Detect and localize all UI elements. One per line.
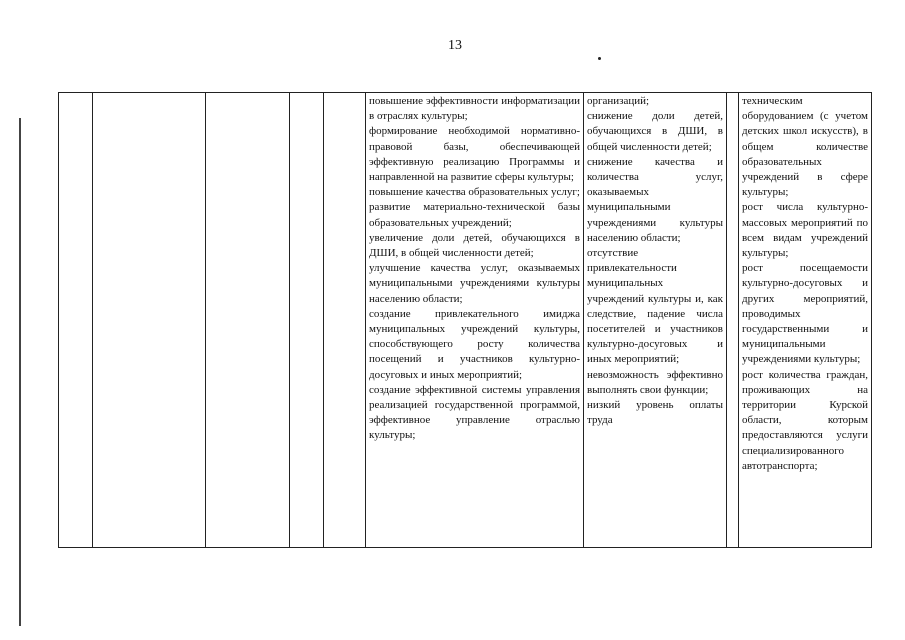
objective-item: развитие материально-технической базы образовательных учреждений; [369, 201, 580, 229]
scan-edge-line [19, 118, 21, 626]
objective-item: формирование необходимой нормативно-правовой базы, обеспечивающей эффективную реализацию Программы и направленной на развитие сферы культуры; [369, 125, 580, 184]
indicator-item: рост посещаемости культурно-досуговых и других мероприятий, проводимых государственными и муниципальными учреждениями культуры; [742, 262, 868, 366]
empty-cell-5 [324, 93, 366, 548]
risk-item: снижение доли детей, обучающихся в ДШИ, в общей численности детей; [587, 110, 723, 153]
objective-item: увеличение доли детей, обучающихся в ДШИ, в общей численности детей; [369, 231, 580, 260]
risk-item: организаций; [587, 95, 650, 107]
empty-cell-3 [206, 93, 290, 548]
empty-cell-4 [290, 93, 324, 548]
risk-item: низкий уровень оплаты труда [587, 399, 723, 427]
document-table [58, 92, 872, 548]
speck-mark [598, 57, 601, 60]
objectives-cell [366, 93, 584, 548]
objective-item: создание привлекательного имиджа муниципальных учреждений культуры, способствующего росту количества посещений и участников культурно-досуговых и иных мероприятий; [369, 307, 580, 381]
objective-item: создание эффективной системы управления реализацией государственной программой, эффективное управление отраслью культуры; [369, 383, 580, 442]
page-number: 13 [448, 38, 462, 53]
indicator-item: техническим оборудованием (с учетом детских школ искусств), в общем количестве образовательных учреждений в сфере культуры; [742, 95, 868, 199]
risk-item: невозможность эффективно выполнять свои функции; [587, 368, 723, 396]
risk-item: снижение качества и количества услуг, оказываемых муниципальными учреждениями культуры населению области; [587, 155, 723, 244]
empty-cell-2 [93, 93, 206, 548]
risks-cell [584, 93, 727, 548]
objective-item: улучшение качества услуг, оказываемых муниципальными учреждениями культуры населению области; [369, 262, 580, 305]
empty-narrow-cell [727, 93, 739, 548]
table-row [59, 93, 872, 548]
risk-item: отсутствие привлекательности муниципальных учреждений культуры и, как следствие, падение числа посетителей и участников культурно-досуговых и иных мероприятий; [587, 247, 723, 366]
indicators-cell [739, 93, 872, 548]
empty-cell-1 [59, 93, 93, 548]
indicator-item: рост количества граждан, проживающих на территории Курской области, которым предоставляются услуги специализированного автотранспорта; [742, 368, 868, 472]
objective-item: повышение качества образовательных услуг; [369, 186, 580, 199]
objective-item: повышение эффективности информатизации в отраслях культуры; [369, 95, 580, 123]
indicator-item: рост числа культурно-массовых мероприятий по всем видам учреждений культуры; [742, 201, 868, 260]
